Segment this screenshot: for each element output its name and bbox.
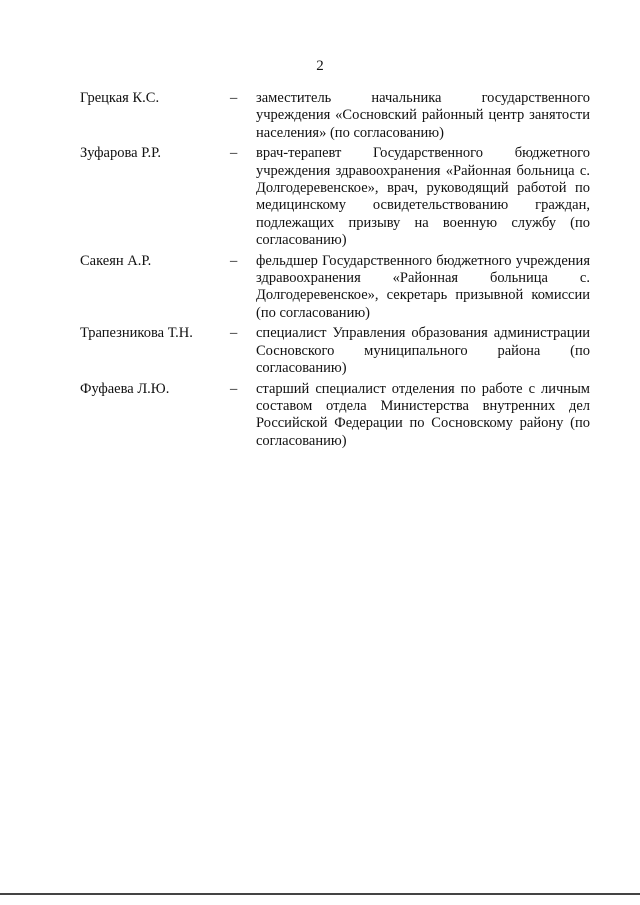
list-item [80,145,590,249]
dash-separator: – [230,90,238,106]
member-position: заместитель начальника государственного учреждения «Сосновский районный центр занятости населения» (по согласованию) [256,90,590,141]
dash-separator: – [230,252,238,269]
list-item [80,325,590,377]
member-position: врач-терапевт Государственного бюджетного учреждения здравоохранения «Районная больница с. Долгодеревенское», врач, руководящий работой по медицинскому освидетельствованию граждан, подлежащих призыву на военную службу (по согласованию) [256,145,590,249]
member-name: Сакеян А.Р. [80,252,152,269]
page-number: 2 [316,58,324,74]
member-name: Трапезникова Т.Н. [80,325,193,342]
member-position: специалист Управления образования администрации Сосновского муниципального района (по согласованию) [256,325,590,377]
dash-separator: – [230,325,238,342]
list-item [80,381,590,451]
scan-bottom-edge [0,893,640,895]
list-item [80,253,590,323]
list-item [80,90,590,142]
member-position: фельдшер Государственного бюджетного учреждения здравоохранения «Районная больница с. Долгодеревенское», секретарь призывной комиссии (по согласованию) [256,252,590,321]
member-name: Фуфаева Л.Ю. [80,380,170,397]
member-name: Зуфарова Р.Р. [80,145,161,162]
dash-separator: – [230,380,238,397]
member-name: Грецкая К.С. [80,90,160,106]
member-position: старший специалист отделения по работе с личным составом отдела Министерства внутренних дел Российской Федерации по Сосновскому району (по согласованию) [256,380,590,449]
dash-separator: – [230,145,238,162]
commission-members-list [80,90,590,450]
